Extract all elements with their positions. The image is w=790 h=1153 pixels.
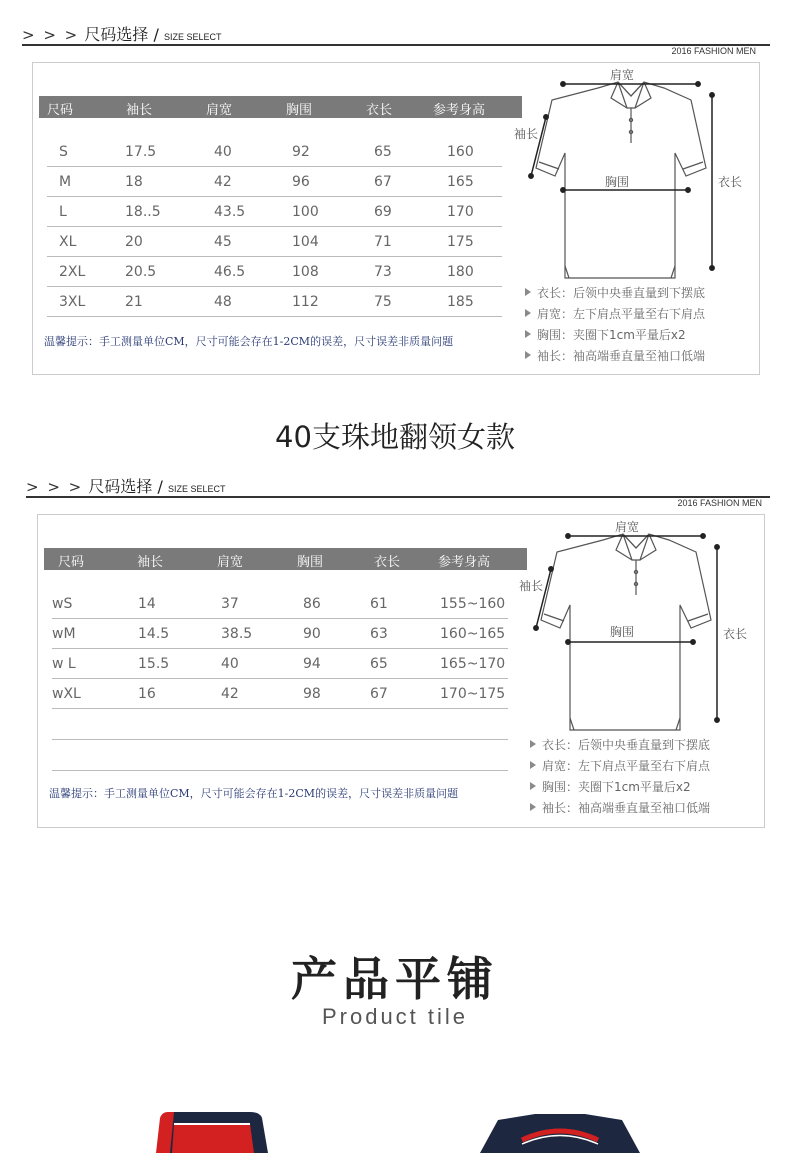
table-row: [52, 648, 508, 679]
table-cell: 42: [221, 686, 239, 702]
product-title: 产品平铺: [291, 952, 499, 1006]
men-size-section: [0, 0, 790, 380]
col-length: 衣长: [374, 555, 401, 570]
col-height: 参考身高: [438, 555, 491, 570]
col-size: 尺码: [58, 555, 85, 570]
measure-legend: [528, 736, 710, 820]
table-cell: 165: [447, 174, 474, 190]
table-cell: 61: [370, 596, 388, 612]
table-cell: 73: [374, 264, 392, 280]
table-cell: 15.5: [138, 656, 170, 672]
col-size: 尺码: [47, 103, 74, 118]
table-cell: 45: [214, 234, 232, 250]
table-cell: 17.5: [125, 144, 157, 160]
label-shoulder: 肩宽: [610, 68, 635, 82]
table-row: [47, 136, 502, 167]
table-cell: 18: [125, 174, 143, 190]
table-cell: 108: [292, 264, 319, 280]
label-sleeve: 袖长: [514, 127, 539, 141]
size-tip: 温馨提示：手工测量单位CM，尺寸可能会存在1-2CM的误差，尺寸误差非质量问题: [49, 787, 459, 800]
table-cell: 21: [125, 294, 143, 310]
col-sleeve: 袖长: [137, 555, 164, 570]
header-title-en: SIZE SELECT: [167, 484, 226, 494]
table-cell: S: [59, 144, 68, 160]
legend-item: 胸围：夹圈下1cm平量后x2: [523, 326, 705, 347]
label-length: 衣长: [723, 627, 748, 641]
table-cell: 155~160: [440, 596, 506, 612]
product-subtitle: Product tile: [321, 1004, 469, 1029]
brand-text: 2016 FASHION MEN: [677, 498, 762, 508]
measure-legend: [523, 284, 705, 368]
table-cell: 46.5: [214, 264, 246, 280]
table-cell: 90: [303, 626, 321, 642]
table-header: [44, 548, 527, 570]
table-cell: w L: [52, 656, 76, 672]
table-cell: 40: [221, 656, 239, 672]
table-row: [52, 588, 508, 619]
table-cell: 38.5: [221, 626, 253, 642]
table-cell: 100: [292, 204, 319, 220]
table-cell: 75: [374, 294, 392, 310]
label-shoulder: 肩宽: [615, 520, 640, 534]
table-row: [47, 286, 502, 317]
table-cell: 160~165: [440, 626, 506, 642]
legend-item: 袖长：袖高端垂直量至袖口低端: [523, 347, 705, 368]
col-shoulder: 肩宽: [217, 555, 244, 570]
table-cell: 43.5: [214, 204, 246, 220]
table-cell: wM: [52, 626, 76, 642]
col-length: 衣长: [366, 103, 393, 118]
table-cell: wS: [52, 596, 73, 612]
col-height: 参考身高: [433, 103, 486, 118]
table-cell: wXL: [52, 686, 81, 702]
header-arrows: > > >: [26, 478, 84, 496]
table-cell: 67: [370, 686, 388, 702]
table-cell: 63: [370, 626, 388, 642]
table-cell: 42: [214, 174, 232, 190]
table-row: [47, 166, 502, 197]
size-select-header: [22, 22, 221, 44]
size-table-box: [32, 62, 760, 375]
table-cell: 96: [292, 174, 310, 190]
table-row: [47, 196, 502, 227]
table-cell: 170: [447, 204, 474, 220]
table-cell: 165~170: [440, 656, 506, 672]
label-chest: 胸围: [610, 625, 635, 639]
product-preview-left: [150, 1110, 275, 1153]
table-cell: 94: [303, 656, 321, 672]
table-cell: 180: [447, 264, 474, 280]
table-header: [39, 96, 522, 118]
table-cell: M: [59, 174, 72, 190]
table-cell: 48: [214, 294, 232, 310]
header-arrows: > > >: [22, 26, 80, 44]
table-cell: 65: [374, 144, 392, 160]
size-select-header: [26, 474, 225, 496]
table-cell: L: [59, 204, 67, 220]
col-shoulder: 肩宽: [206, 103, 233, 118]
table-cell: 20.5: [125, 264, 157, 280]
table-cell: 98: [303, 686, 321, 702]
header-slash: /: [148, 25, 159, 44]
legend-item: 胸围：夹圈下1cm平量后x2: [528, 778, 710, 799]
table-cell: 160: [447, 144, 474, 160]
table-row: [47, 256, 502, 287]
header-title-zh: 尺码选择: [88, 477, 153, 496]
header-title-en: SIZE SELECT: [163, 32, 222, 42]
legend-item: 袖长：袖高端垂直量至袖口低端: [528, 799, 710, 820]
women-size-section: [0, 452, 790, 832]
table-cell: 18..5: [125, 204, 161, 220]
table-row: [52, 618, 508, 649]
table-cell: 37: [221, 596, 239, 612]
col-chest: 胸围: [286, 103, 313, 118]
table-cell: 14: [138, 596, 156, 612]
table-cell: 69: [374, 204, 392, 220]
size-table-box: [37, 514, 765, 828]
size-tip: 温馨提示：手工测量单位CM，尺寸可能会存在1-2CM的误差，尺寸误差非质量问题: [44, 335, 454, 348]
product-preview-right: [480, 1110, 640, 1153]
table-cell: XL: [59, 234, 77, 250]
table-row: [47, 226, 502, 257]
legend-item: 衣长：后领中央垂直量到下摆底: [528, 736, 710, 757]
table-cell: 175: [447, 234, 474, 250]
table-cell: 92: [292, 144, 310, 160]
table-cell: 14.5: [138, 626, 170, 642]
col-chest: 胸围: [297, 555, 324, 570]
legend-item: 肩宽：左下肩点平量至右下肩点: [528, 757, 710, 778]
table-cell: 170~175: [440, 686, 506, 702]
label-chest: 胸围: [605, 175, 630, 189]
header-divider: [26, 496, 770, 498]
table-cell: 3XL: [59, 294, 86, 310]
table-cell: 16: [138, 686, 156, 702]
table-cell: 20: [125, 234, 143, 250]
table-cell: 112: [292, 294, 319, 310]
legend-item: 肩宽：左下肩点平量至右下肩点: [523, 305, 705, 326]
table-cell: 185: [447, 294, 474, 310]
table-cell: 71: [374, 234, 392, 250]
table-cell: 2XL: [59, 264, 86, 280]
women-style-title: 40支珠地翻领女款: [275, 420, 515, 454]
empty-row-line: [52, 739, 508, 740]
table-cell: 104: [292, 234, 319, 250]
col-sleeve: 袖长: [126, 103, 153, 118]
brand-text: 2016 FASHION MEN: [671, 46, 756, 56]
header-slash: /: [152, 477, 163, 496]
table-cell: 65: [370, 656, 388, 672]
empty-row-line: [52, 770, 508, 771]
table-row: [52, 678, 508, 709]
label-sleeve: 袖长: [519, 579, 544, 593]
table-cell: 67: [374, 174, 392, 190]
label-length: 衣长: [718, 175, 743, 189]
header-divider: [22, 44, 770, 46]
legend-item: 衣长：后领中央垂直量到下摆底: [523, 284, 705, 305]
header-title-zh: 尺码选择: [84, 25, 149, 44]
table-cell: 40: [214, 144, 232, 160]
table-cell: 86: [303, 596, 321, 612]
